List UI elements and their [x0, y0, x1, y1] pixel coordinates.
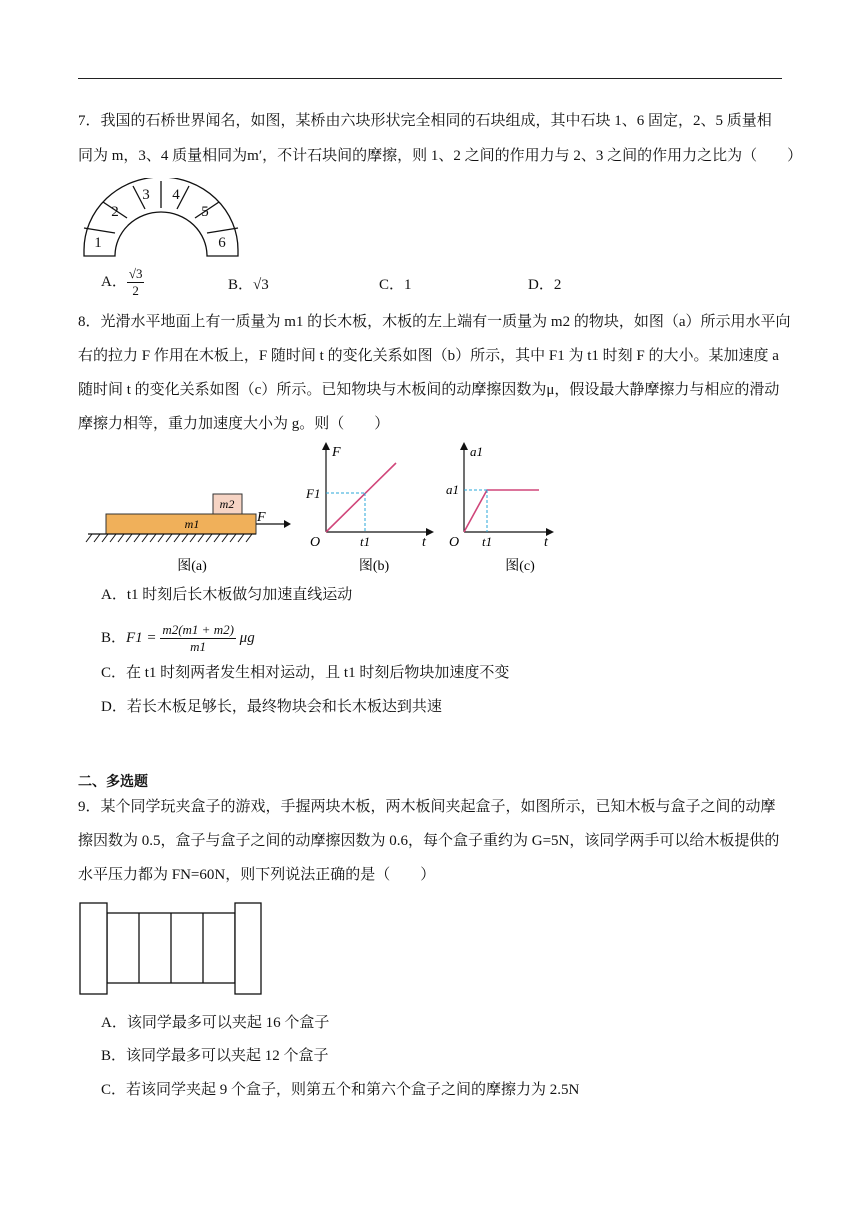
right-wood-board	[235, 903, 261, 994]
q9-text-line2: 擦因数为 0.5，盒子与盒子之间的动摩擦因数为 0.6，每个盒子重约为 G=5N，该同学两手可以给木板提供的	[78, 833, 780, 849]
q8-option-a: A．t1 时刻后长木板做匀加速直线运动	[101, 587, 353, 603]
q8-text-line1: 8．光滑水平地面上有一质量为 m1 的长木板，木板的左上端有一质量为 m2 的物块，如图（a）所示用水平向	[78, 314, 791, 330]
q8-figure-a	[84, 490, 294, 580]
q8-option-b-denominator: m1	[190, 639, 207, 655]
figure-c-caption: 图(c)	[505, 559, 535, 574]
stone-label-5: 5	[201, 204, 209, 220]
q8-option-b-lhs: F1 =	[126, 630, 157, 646]
fig-b-y-tick: F1	[306, 486, 321, 501]
q8-text-line2: 右的拉力 F 作用在木板上，F 随时间 t 的变化关系如图（b）所示，其中 F1 为 t1 时刻 F 的大小。某加速度 a	[78, 348, 779, 364]
q9-option-c: C．若该同学夹起 9 个盒子，则第五个和第六个盒子之间的摩擦力为 2.5N	[101, 1082, 580, 1098]
fig-b-origin: O	[310, 535, 321, 550]
block-m2-label: m2	[219, 497, 235, 511]
q7-text-line1: 7．我国的石桥世界闻名，如图，某桥由六块形状完全相同的石块组成，其中石块 1、6 固定，2、5 质量相	[78, 113, 772, 129]
figure-b-caption: 图(b)	[358, 559, 390, 574]
fig-c-x-label: t	[544, 535, 548, 550]
force-label: F	[257, 510, 266, 525]
q8-option-c: C．在 t1 时刻两者发生相对运动，且 t1 时刻后物块加速度不变	[101, 665, 510, 681]
fig-c-origin: O	[449, 535, 460, 550]
q7-option-a-label: A．	[101, 273, 127, 290]
stone-label-2: 2	[111, 204, 119, 220]
q7-option-d	[528, 275, 561, 295]
header-rule	[78, 78, 782, 79]
stone-label-4: 4	[172, 187, 180, 203]
section-heading-multiple-choice: 二、多选题	[78, 773, 148, 789]
q8-text-line3: 随时间 t 的变化关系如图（c）所示。已知物块与木板间的动摩擦因数为μ，假设最大静摩擦力与相应的滑动	[78, 382, 780, 398]
fig-b-x-arrow	[426, 528, 434, 536]
q8-option-b-fraction	[160, 622, 236, 655]
q7-option-a	[101, 266, 144, 299]
q8-figure-b	[302, 438, 442, 580]
fig-c-x-tick: t1	[482, 534, 493, 549]
q7-option-c-value: 1	[404, 277, 412, 293]
q7-option-d-label: D．	[528, 277, 554, 293]
fig-c-acceleration-line	[464, 490, 539, 532]
q7-option-a-numerator: √3	[128, 266, 143, 281]
q8-figure-c	[444, 438, 564, 580]
q9-text-line1: 9．某个同学玩夹盒子的游戏，手握两块木板，两木板间夹起盒子，如图所示，已知木板与盒子之间的动摩	[78, 799, 776, 815]
q7-option-b	[228, 275, 269, 295]
q8-text-line4: 摩擦力相等，重力加速度大小为 g。则（ ）	[78, 416, 390, 432]
q9-text-line3: 水平压力都为 FN=60N，则下列说法正确的是（ ）	[78, 867, 436, 883]
q7-option-b-label: B．	[228, 277, 254, 293]
q8-option-b-label: B．	[101, 630, 127, 646]
fig-b-y-arrow	[322, 442, 330, 450]
stone-label-1: 1	[94, 235, 102, 251]
q9-boxes-figure	[78, 901, 264, 997]
q8-option-b	[101, 621, 255, 655]
q7-option-d-value: 2	[553, 277, 562, 293]
force-arrow-head	[284, 520, 291, 528]
fig-b-y-label: F	[332, 445, 341, 460]
board-m1	[106, 514, 256, 534]
q9-option-a: A．该同学最多可以夹起 16 个盒子	[101, 1015, 330, 1031]
q7-option-a-denominator: 2	[132, 283, 139, 298]
stone-label-6: 6	[218, 235, 226, 251]
figure-a-caption: 图(a)	[177, 559, 207, 574]
q7-option-c	[379, 275, 412, 295]
fig-c-y-tick: a1	[446, 482, 459, 497]
q7-option-b-value: √3	[253, 277, 269, 293]
fig-c-y-label: a1	[470, 444, 483, 459]
q8-option-b-tail: μg	[239, 630, 255, 646]
fig-b-x-tick: t1	[360, 534, 371, 549]
q9-option-b: B．该同学最多可以夹起 12 个盒子	[101, 1048, 329, 1064]
ground-hatching	[86, 534, 252, 542]
q7-option-c-label: C．	[379, 277, 405, 293]
fig-b-x-label: t	[422, 535, 426, 550]
q7-arch-bridge-figure	[78, 178, 244, 258]
left-wood-board	[80, 903, 107, 994]
q8-option-d: D．若长木板足够长，最终物块会和长木板达到共速	[101, 699, 442, 715]
q8-option-b-numerator: m2(m1 + m2)	[162, 622, 234, 638]
fig-b-force-line	[326, 463, 396, 532]
q7-option-a-fraction	[127, 266, 145, 299]
board-m1-label: m1	[184, 517, 200, 531]
stone-label-3: 3	[142, 187, 150, 203]
q7-text-line2: 同为 m，3、4 质量相同为m′，不计石块间的摩擦，则 1、2 之间的作用力与 2、3 之间的作用力之比为（ ）	[78, 148, 803, 164]
fig-c-y-arrow	[460, 442, 468, 450]
